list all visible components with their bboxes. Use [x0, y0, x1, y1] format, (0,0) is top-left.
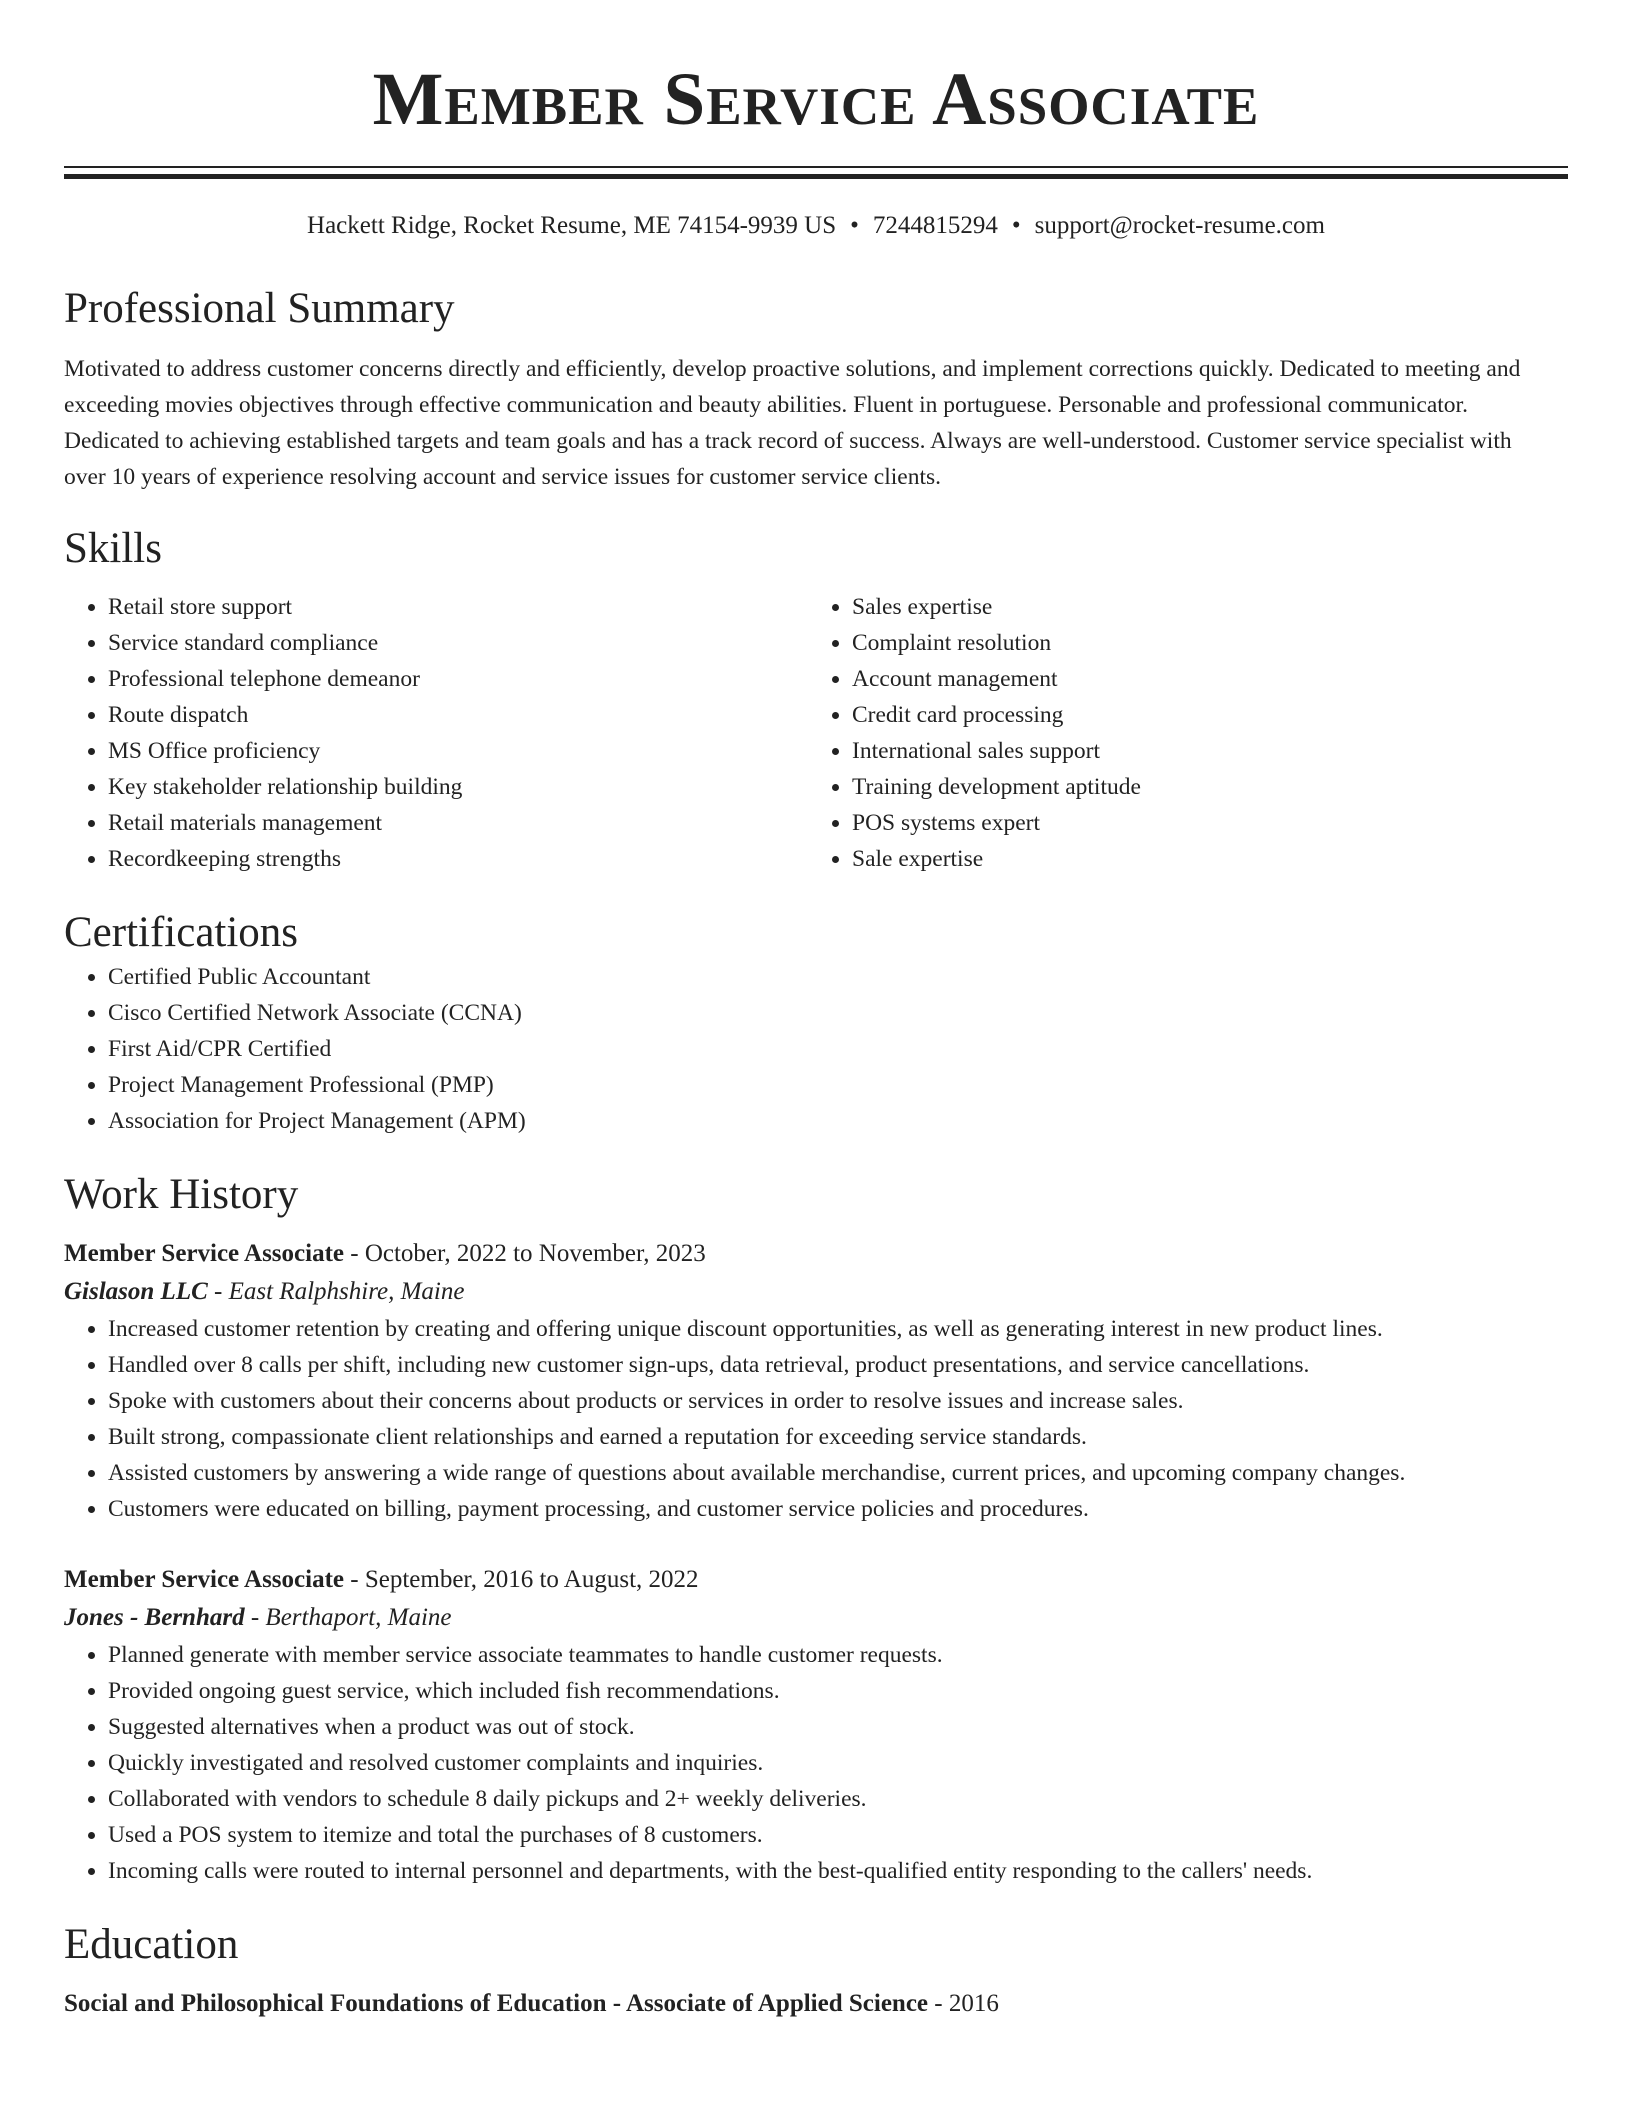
job-bullet: • Used a POS system to itemize and total the purchases of 8 customers. — [108, 1817, 1568, 1853]
header-divider-thin — [64, 166, 1568, 168]
contact-separator: • — [850, 212, 859, 239]
job-dates: - September, 2016 to August, 2022 — [344, 1566, 699, 1593]
education-heading: Education — [64, 1921, 239, 1968]
job-bullet: • Spoke with customers about their concerns about products or services in order to resolve issues and increase sales. — [108, 1383, 1568, 1419]
job-bullet: • Increased customer retention by creating and offering unique discount opportunities, as well as generating interest in new product lines. — [108, 1311, 1568, 1347]
skill-item: • Retail materials management — [108, 805, 808, 841]
skill-item: • Complaint resolution — [852, 625, 1552, 661]
skills-columns — [64, 589, 1568, 877]
certification-item: • Association for Project Management (APM) — [108, 1103, 1568, 1139]
job-bullet: • Collaborated with vendors to schedule 8 daily pickups and 2+ weekly deliveries. — [108, 1781, 1568, 1817]
resume-name: Member Service Associate — [372, 58, 1260, 141]
skill-item: • Credit card processing — [852, 697, 1552, 733]
job-company-line — [64, 1599, 1568, 1637]
education-degree: Social and Philosophical Foundations of Education - Associate of Applied Science — [64, 1990, 929, 2017]
skill-item: • Retail store support — [108, 589, 808, 625]
work-history-heading: Work History — [64, 1171, 299, 1218]
skill-item: • Training development aptitude — [852, 769, 1552, 805]
job-bullet: • Assisted customers by answering a wide range of questions about available merchandise, current prices, and upcoming company changes. — [108, 1455, 1568, 1491]
job-title: Member Service Associate — [64, 1240, 344, 1267]
skill-item: • MS Office proficiency — [108, 733, 808, 769]
job-company: Jones - Bernhard — [64, 1604, 245, 1631]
certification-item: • Project Management Professional (PMP) — [108, 1067, 1568, 1103]
job-bullet: • Customers were educated on billing, payment processing, and customer service policies and procedures. — [108, 1491, 1568, 1527]
job-bullet: • Suggested alternatives when a product was out of stock. — [108, 1709, 1568, 1745]
skill-item: • Sales expertise — [852, 589, 1552, 625]
job-bullet-list — [64, 1637, 1568, 1889]
job-company-line — [64, 1273, 1568, 1311]
job-bullet: • Incoming calls were routed to internal personnel and departments, with the best-qualified entity responding to the callers' needs. — [108, 1853, 1568, 1889]
job-title-line — [64, 1561, 1568, 1599]
contact-separator: • — [1011, 212, 1021, 239]
certification-item: • First Aid/CPR Certified — [108, 1031, 1568, 1067]
summary-heading: Professional Summary — [64, 285, 455, 332]
job-title-line — [64, 1235, 1568, 1273]
job-location: - Berthaport, Maine — [244, 1604, 452, 1631]
skills-heading: Skills — [64, 525, 162, 572]
contact-line — [64, 211, 1568, 241]
skill-item: • Key stakeholder relationship building — [108, 769, 808, 805]
job-title: Member Service Associate — [64, 1566, 344, 1593]
certification-item: • Cisco Certified Network Associate (CCNA) — [108, 995, 1568, 1031]
contact-email: support@rocket-resume.com — [1034, 212, 1325, 239]
skills-list-right — [808, 589, 1552, 877]
education-entry — [64, 1985, 1568, 2023]
job-company: Gislason LLC — [64, 1278, 208, 1305]
education-year: - 2016 — [928, 1990, 999, 2017]
job-bullet: • Planned generate with member service associate teammates to handle customer requests. — [108, 1637, 1568, 1673]
job-bullet: • Provided ongoing guest service, which included fish recommendations. — [108, 1673, 1568, 1709]
contact-phone: 7244815294 — [872, 212, 998, 239]
skill-item: • International sales support — [852, 733, 1552, 769]
job-dates: - October, 2022 to November, 2023 — [344, 1240, 706, 1267]
header-divider-thick — [64, 174, 1568, 179]
job-bullet: • Built strong, compassionate client relationships and earned a reputation for exceeding service standards. — [108, 1419, 1568, 1455]
skills-column-left — [64, 589, 808, 877]
skill-item: • POS systems expert — [852, 805, 1552, 841]
summary-text: Motivated to address customer concerns directly and efficiently, develop proactive solutions, and implement corrections quickly. Dedicated to meeting and exceeding movies objectives through effective communication and beauty abilities. Fluent in portuguese. Personable and professional communicator. Dedicated to achieving established targets and team goals and has a track record of success. Always are well-understood. Customer service specialist with over 10 years of experience resolving account and service issues for customer service clients. — [64, 356, 1521, 490]
skill-item: • Sale expertise — [852, 841, 1552, 877]
certifications-list — [64, 959, 1568, 1139]
job-entry — [64, 1561, 1568, 1889]
skills-list-left — [64, 589, 808, 877]
skill-item: • Route dispatch — [108, 697, 808, 733]
certification-item: • Certified Public Accountant — [108, 959, 1568, 995]
skills-column-right — [808, 589, 1552, 877]
skill-item: • Account management — [852, 661, 1552, 697]
job-entry — [64, 1235, 1568, 1527]
certifications-heading: Certifications — [64, 909, 299, 956]
contact-address: Hackett Ridge, Rocket Resume, ME 74154-9939 US — [307, 212, 837, 239]
skill-item: • Service standard compliance — [108, 625, 808, 661]
job-bullet: • Handled over 8 calls per shift, including new customer sign-ups, data retrieval, product presentations, and service cancellations. — [108, 1347, 1568, 1383]
job-bullet: • Quickly investigated and resolved customer complaints and inquiries. — [108, 1745, 1568, 1781]
skill-item: • Recordkeeping strengths — [108, 841, 808, 877]
job-location: - East Ralphshire, Maine — [207, 1278, 465, 1305]
skill-item: • Professional telephone demeanor — [108, 661, 808, 697]
job-bullet-list — [64, 1311, 1568, 1527]
